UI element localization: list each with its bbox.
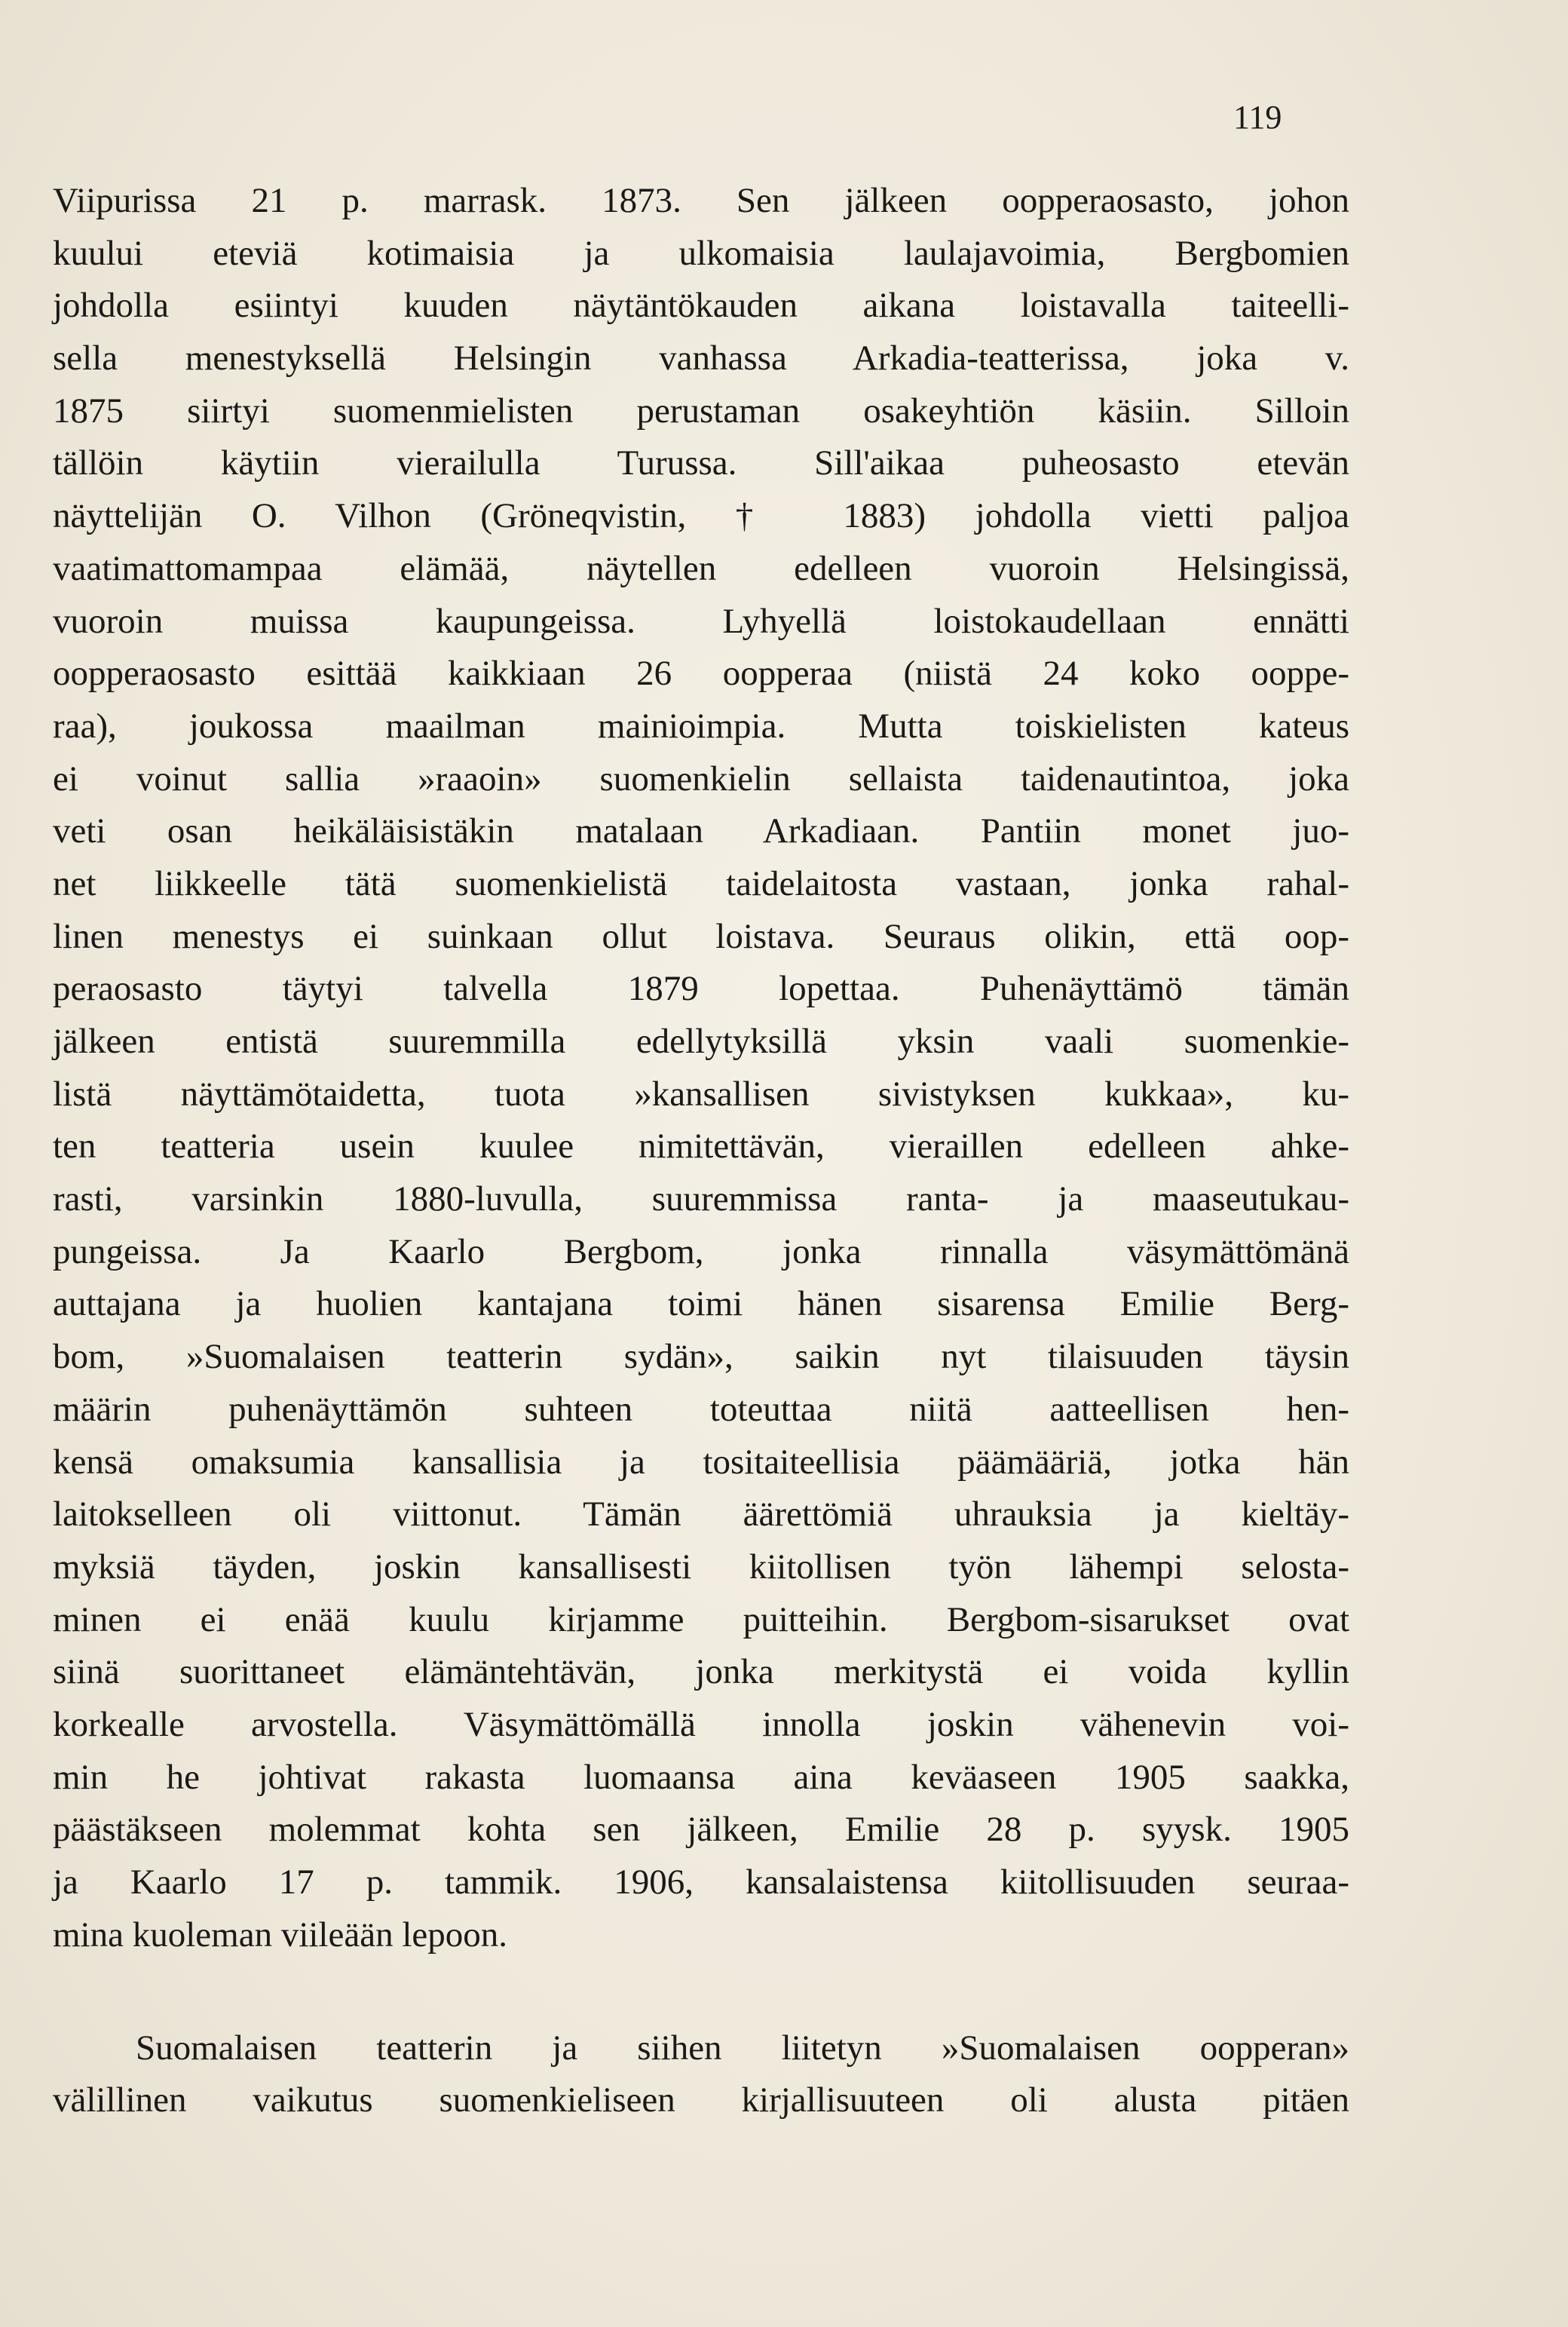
text-line: mina kuoleman viileään lepoon. xyxy=(53,1915,507,1954)
text-line: johdolla esiintyi kuuden näytäntökauden aikana loistavalla taiteelli- xyxy=(53,286,1349,326)
text-line: linen menestys ei suinkaan ollut loistava. Seuraus olikin, että oop- xyxy=(53,916,1349,956)
text-line: ja Kaarlo 17 p. tammik. 1906, kansalaistensa kiitollisuuden seuraa- xyxy=(53,1863,1349,1902)
text-line: auttajana ja huolien kantajana toimi hänen sisarensa Emilie Berg- xyxy=(53,1284,1349,1324)
text-line: oopperaosasto esittää kaikkiaan 26 oopperaa (niistä 24 koko ooppe- xyxy=(53,654,1349,694)
text-line: listä näyttämötaidetta, tuota »kansallisen sivistyksen kukkaa», ku- xyxy=(53,1074,1349,1114)
text-line: Suomalaisen teatterin ja siihen liitetyn »Suomalaisen oopperan» xyxy=(136,2028,1349,2068)
text-line: päästäkseen molemmat kohta sen jälkeen, Emilie 28 p. syysk. 1905 xyxy=(53,1810,1349,1850)
text-line: siinä suorittaneet elämäntehtävän, jonka merkitystä ei voida kyllin xyxy=(53,1652,1349,1692)
text-line: minen ei enää kuulu kirjamme puitteihin. Bergbom-sisarukset ovat xyxy=(53,1599,1349,1639)
text-line: välillinen vaikutus suomenkieliseen kirjallisuuteen oli alusta pitäen xyxy=(53,2080,1349,2120)
page-number: 119 xyxy=(1233,99,1282,136)
text-line: Viipurissa 21 p. marrask. 1873. Sen jälkeen oopperaosasto, johon xyxy=(53,181,1349,220)
text-line: ei voinut sallia »raaoin» suomenkielin sellaista taidenautintoa, joka xyxy=(53,759,1349,799)
text-line: rasti, varsinkin 1880-luvulla, suuremmissa ranta- ja maaseutukau- xyxy=(53,1179,1349,1219)
text-line: net liikkeelle tätä suomenkielistä taidelaitosta vastaan, jonka rahal- xyxy=(53,863,1349,903)
paragraph-main xyxy=(53,175,1349,1961)
text-line: min he johtivat rakasta luomaansa aina keväaseen 1905 saakka, xyxy=(53,1757,1349,1797)
text-line: bom, »Suomalaisen teatterin sydän», saikin nyt tilaisuuden täysin xyxy=(53,1337,1349,1377)
text-line: raa), joukossa maailman mainioimpia. Mutta toiskielisten kateus xyxy=(53,706,1349,746)
text-line: myksiä täyden, joskin kansallisesti kiitollisen työn lähempi selosta- xyxy=(53,1547,1349,1587)
text-line: veti osan heikäläisistäkin matalaan Arkadiaan. Pantiin monet juo- xyxy=(53,811,1349,851)
text-line: ten teatteria usein kuulee nimitettävän, vieraillen edelleen ahke- xyxy=(53,1127,1349,1167)
text-line: kuului eteviä kotimaisia ja ulkomaisia laulajavoimia, Bergbomien xyxy=(53,233,1349,273)
text-line: peraosasto täytyi talvella 1879 lopettaa. Puhenäyttämö tämän xyxy=(53,969,1349,1009)
text-line: laitokselleen oli viittonut. Tämän äärettömiä uhrauksia ja kieltäy- xyxy=(53,1495,1349,1534)
text-line: tällöin käytiin vierailulla Turussa. Sill'aikaa puheosasto etevän xyxy=(53,443,1349,483)
text-line: sella menestyksellä Helsingin vanhassa Arkadia-teatterissa, joka v. xyxy=(53,339,1349,379)
text-line: 1875 siirtyi suomenmielisten perustaman osakeyhtiön käsiin. Silloin xyxy=(53,391,1349,431)
text-line: vaatimattomampaa elämää, näytellen edelleen vuoroin Helsingissä, xyxy=(53,548,1349,588)
text-line: vuoroin muissa kaupungeissa. Lyhyellä loistokaudellaan ennätti xyxy=(53,601,1349,641)
text-line: kensä omaksumia kansallisia ja tositaiteellisia päämääriä, jotka hän xyxy=(53,1442,1349,1482)
text-line: jälkeen entistä suuremmilla edellytyksillä yksin vaali suomenkie- xyxy=(53,1022,1349,1061)
text-line: määrin puhenäyttämön suhteen toteuttaa niitä aatteellisen hen- xyxy=(53,1389,1349,1429)
paragraph-second xyxy=(53,2022,1349,2127)
text-line: korkealle arvostella. Väsymättömällä innolla joskin vähenevin voi- xyxy=(53,1704,1349,1744)
text-line: pungeissa. Ja Kaarlo Bergbom, jonka rinnalla väsymättömänä xyxy=(53,1231,1349,1271)
text-line: näyttelijän O. Vilhon (Gröneqvistin, † 1883) johdolla vietti paljoa xyxy=(53,496,1349,536)
